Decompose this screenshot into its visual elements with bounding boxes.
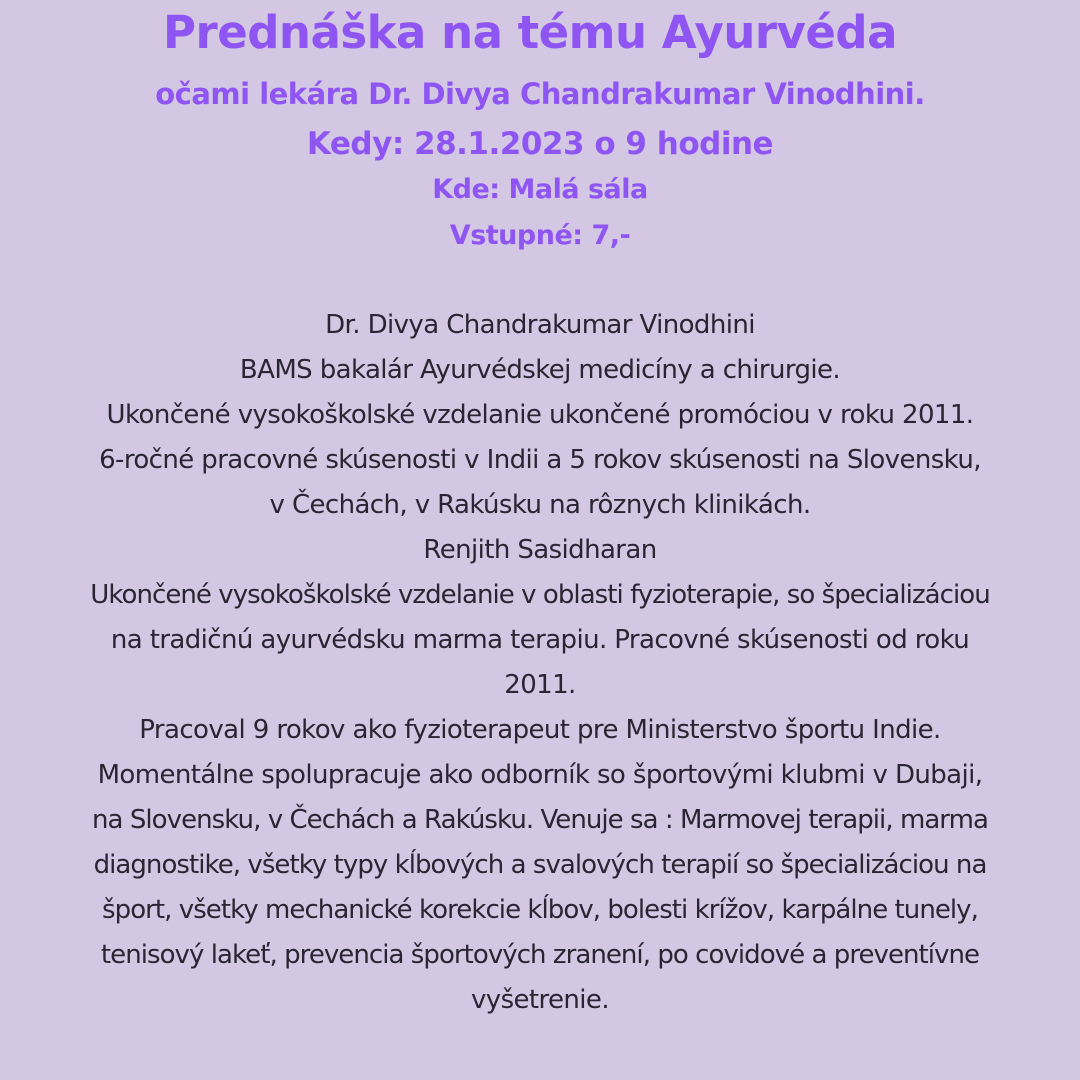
poster-body <box>0 303 1080 1023</box>
body-line: tenisový lakeť, prevencia športových zranení, po covidové a preventívne <box>100 940 980 970</box>
body-line: vyšetrenie. <box>471 985 609 1015</box>
body-line: diagnostike, všetky typy kĺbových a svalových terapií so špecializáciou na <box>93 850 987 880</box>
body-line: 6-ročné pracovné skúsenosti v Indii a 5 rokov skúsenosti na Slovensku, <box>99 445 981 475</box>
body-line: BAMS bakalár Ayurvédskej medicíny a chirurgie. <box>239 355 841 385</box>
body-line: šport, všetky mechanické korekcie kĺbov, bolesti krížov, karpálne tunely, <box>102 895 978 925</box>
body-line: v Čechách, v Rakúsku na rôznych klinikách. <box>269 490 811 520</box>
body-line: Renjith Sasidharan <box>423 535 657 565</box>
event-fee: Vstupné: 7,- <box>449 220 631 251</box>
body-line: Pracoval 9 rokov ako fyzioterapeut pre Ministerstvo športu Indie. <box>139 715 941 745</box>
poster-subtitle: očami lekára Dr. Divya Chandrakumar Vinodhini. <box>155 77 925 111</box>
body-line: na Slovensku, v Čechách a Rakúsku. Venuje sa : Marmovej terapii, marma <box>92 805 988 835</box>
body-line: Ukončené vysokoškolské vzdelanie ukončené promóciou v roku 2011. <box>106 400 974 430</box>
body-line: Momentálne spolupracuje ako odborník so športovými klubmi v Dubaji, <box>97 760 983 790</box>
event-date: Kedy: 28.1.2023 o 9 hodine <box>306 126 774 162</box>
body-line: na tradičnú ayurvédsku marma terapiu. Pracovné skúsenosti od roku <box>110 625 970 655</box>
body-line: Ukončené vysokoškolské vzdelanie v oblasti fyzioterapie, so špecializáciou <box>90 580 990 610</box>
event-location: Kde: Malá sála <box>432 174 648 205</box>
body-line: Dr. Divya Chandrakumar Vinodhini <box>325 310 755 340</box>
poster-title: Prednáška na tému Ayurvéda <box>163 6 897 59</box>
body-line: 2011. <box>504 670 576 700</box>
